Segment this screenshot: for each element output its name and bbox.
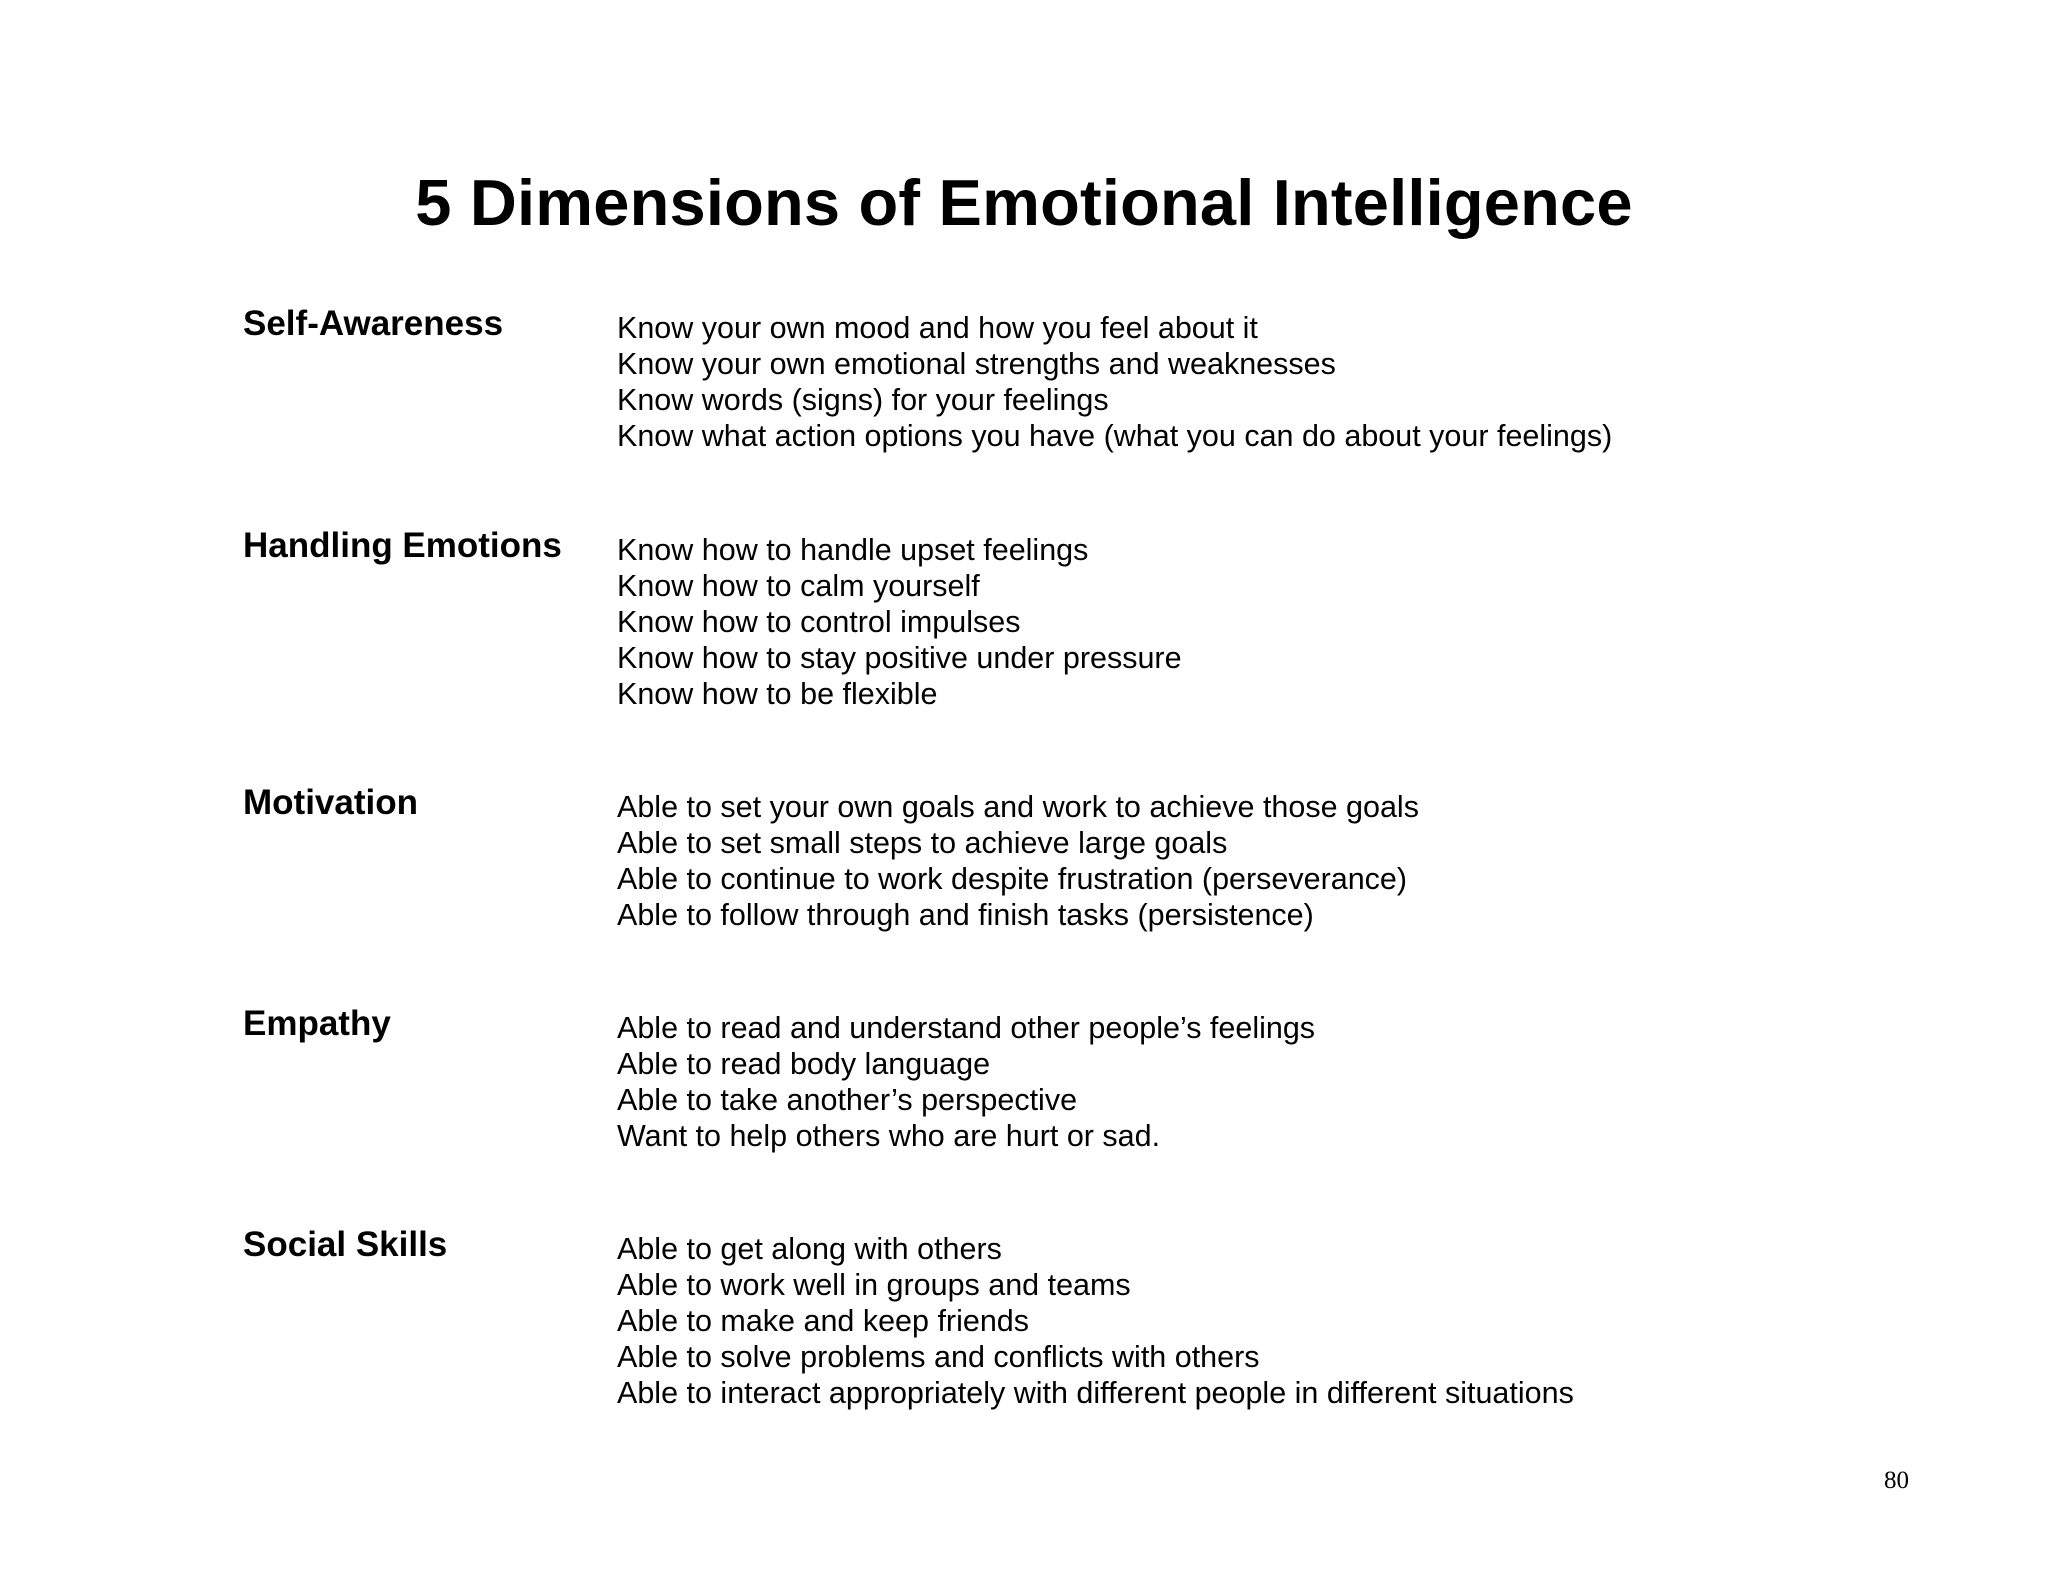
list-item: Able to follow through and finish tasks (persistence) xyxy=(617,898,1314,932)
list-item: Able to take another’s perspective xyxy=(617,1083,1078,1117)
section-heading: Social Skills xyxy=(243,1225,448,1264)
section-items xyxy=(617,1010,1315,1154)
section-items xyxy=(617,789,1419,933)
list-item: Able to continue to work despite frustration (perseverance) xyxy=(617,862,1408,896)
section-items xyxy=(617,1231,1574,1411)
section-items xyxy=(617,310,1612,454)
list-item: Able to set small steps to achieve large goals xyxy=(617,826,1228,860)
list-item: Know your own mood and how you feel about it xyxy=(617,311,1258,345)
list-item: Able to set your own goals and work to achieve those goals xyxy=(617,790,1419,824)
list-item: Able to work well in groups and teams xyxy=(617,1268,1131,1302)
list-item: Able to read and understand other people’s feelings xyxy=(617,1011,1316,1045)
list-item: Able to read body language xyxy=(617,1047,991,1081)
list-item: Know how to stay positive under pressure xyxy=(617,641,1182,675)
list-item: Able to get along with others xyxy=(617,1232,1002,1266)
list-item: Know how to calm yourself xyxy=(617,569,980,603)
section-heading: Motivation xyxy=(243,783,418,822)
list-item: Know your own emotional strengths and weaknesses xyxy=(617,347,1336,381)
page-number: 80 xyxy=(1884,1467,1909,1494)
list-item: Want to help others who are hurt or sad. xyxy=(617,1119,1161,1153)
list-item: Able to make and keep friends xyxy=(617,1304,1030,1338)
list-item: Know how to be flexible xyxy=(617,677,938,711)
list-item: Able to interact appropriately with different people in different situations xyxy=(617,1376,1574,1410)
section-items xyxy=(617,532,1182,712)
page-title: 5 Dimensions of Emotional Intelligence xyxy=(415,166,1633,239)
list-item: Able to solve problems and conflicts with others xyxy=(617,1340,1260,1374)
list-item: Know how to control impulses xyxy=(617,605,1021,639)
list-item: Know how to handle upset feelings xyxy=(617,533,1089,567)
section-heading: Self-Awareness xyxy=(243,304,504,343)
list-item: Know words (signs) for your feelings xyxy=(617,383,1109,417)
list-item: Know what action options you have (what you can do about your feelings) xyxy=(617,419,1613,453)
section-heading: Handling Emotions xyxy=(243,526,562,565)
section-heading: Empathy xyxy=(243,1004,391,1043)
